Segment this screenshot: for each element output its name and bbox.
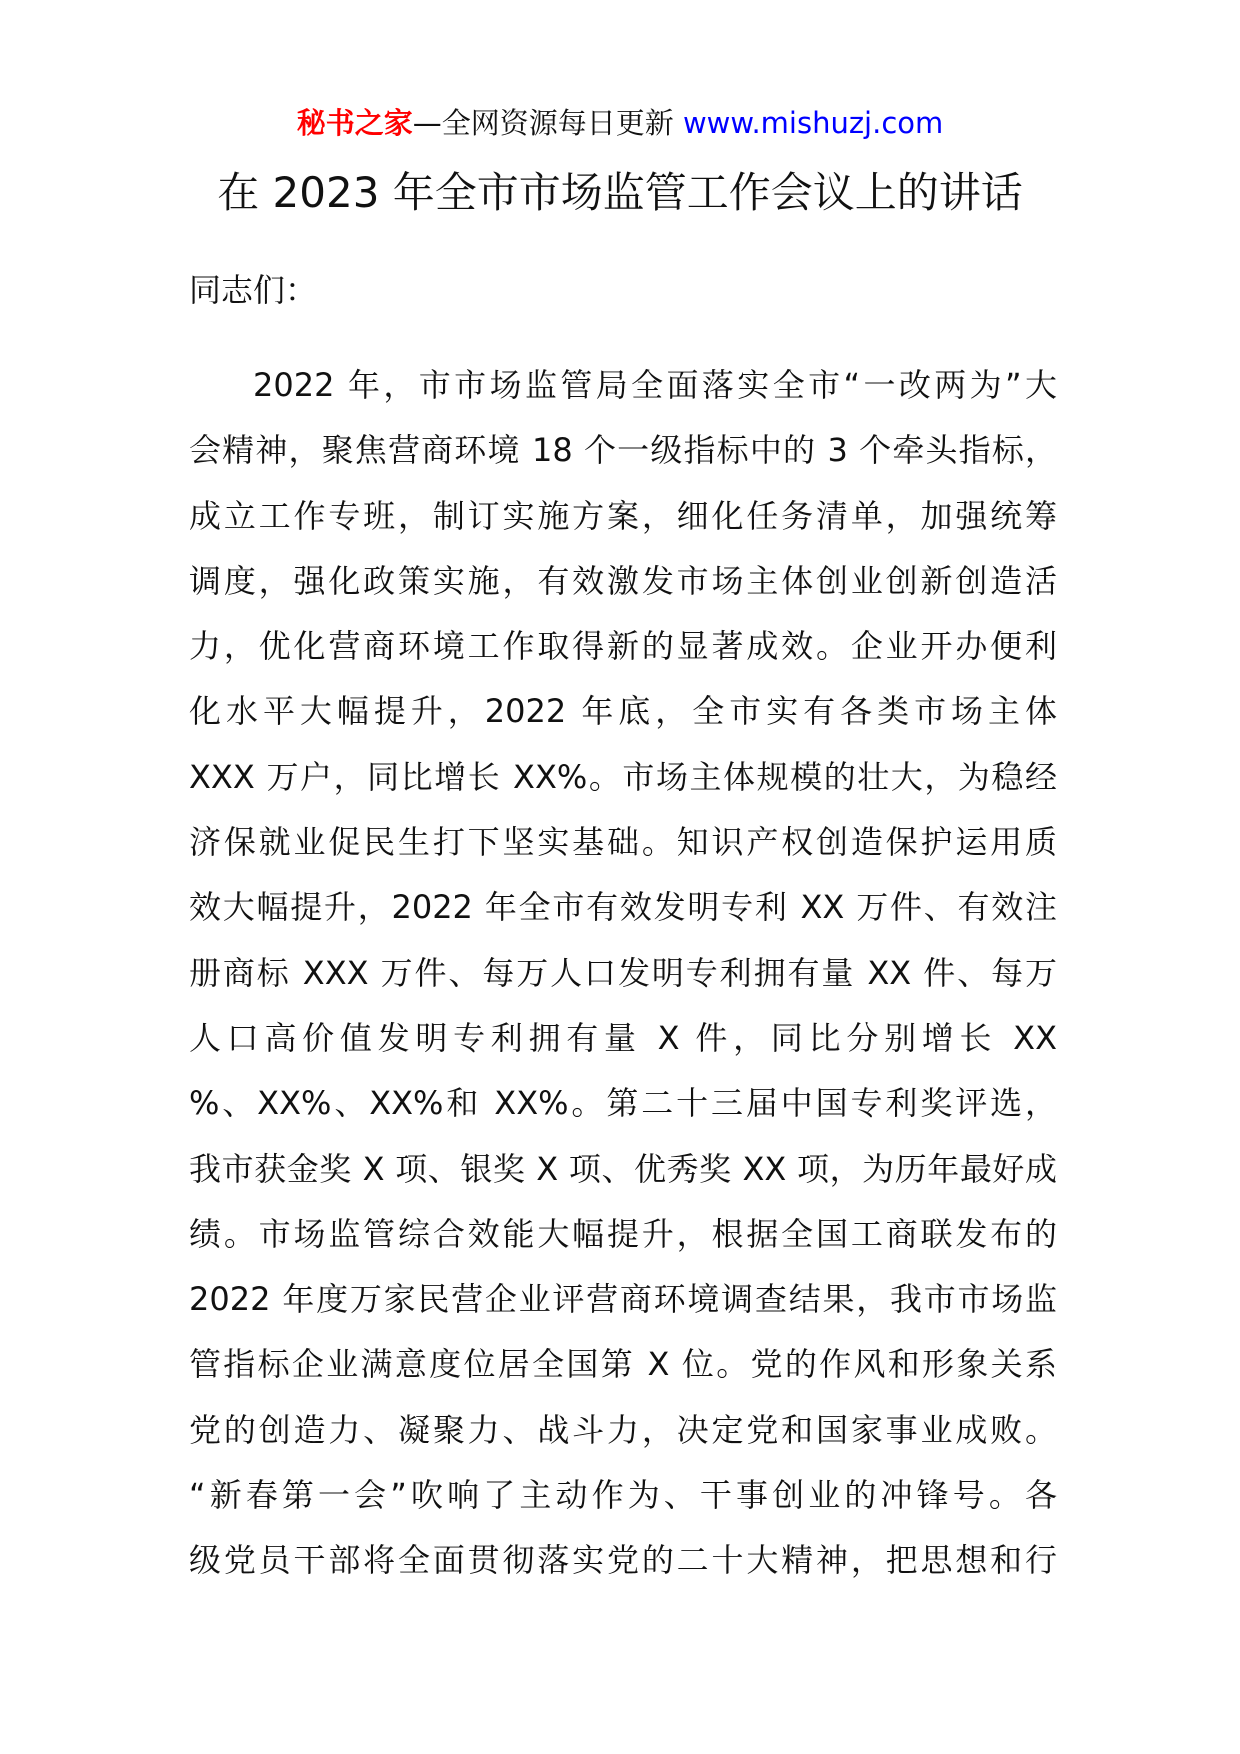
site-header — [0, 104, 1240, 142]
body-line: “新春第一会”吹响了主动作为、干事创业的冲锋号。各 — [189, 1476, 1057, 1515]
body-line: 册商标 XXX 万件、每万人口发明专利拥有量 XX 件、每万 — [189, 953, 1057, 992]
body-line: 管指标企业满意度位居全国第 X 位。党的作风和形象关系 — [189, 1345, 1057, 1384]
salutation: 同志们： — [189, 271, 318, 309]
site-brand: 秘书之家 — [296, 106, 413, 140]
body-line: 力，优化营商环境工作取得新的显著成效。企业开办便利 — [189, 627, 1057, 666]
body-line: 我市获金奖 X 项、银奖 X 项、优秀奖 XX 项，为历年最好成 — [189, 1149, 1057, 1188]
body-line: 成立工作专班，制订实施方案，细化任务清单，加强统筹 — [189, 496, 1057, 535]
body-line: 2022 年度万家民营企业评营商环境调查结果，我市市场监 — [189, 1280, 1057, 1319]
site-url-link[interactable]: www.mishuzj.com — [682, 106, 944, 140]
site-slogan: —全网资源每日更新 — [412, 106, 683, 140]
body-paragraph — [189, 353, 1057, 1594]
body-line: 人口高价值发明专利拥有量 X 件，同比分别增长 XX — [189, 1018, 1057, 1057]
body-line: 党的创造力、凝聚力、战斗力，决定党和国家事业成败。 — [189, 1410, 1057, 1449]
body-line: 2022 年，市市场监管局全面落实全市“一改两为”大 — [253, 366, 1057, 404]
document-title: 在 2023 年全市市场监管工作会议上的讲话 — [217, 168, 1023, 217]
body-line: 绩。市场监管综合效能大幅提升，根据全国工商联发布的 — [189, 1214, 1057, 1253]
body-line: 效大幅提升，2022 年全市有效发明专利 XX 万件、有效注 — [189, 888, 1057, 927]
body-line: 会精神，聚焦营商环境 18 个一级指标中的 3 个牵头指标， — [189, 431, 1057, 470]
body-line: 济保就业促民生打下坚实基础。知识产权创造保护运用质 — [189, 823, 1057, 862]
body-line: 级党员干部将全面贯彻落实党的二十大精神，把思想和行 — [189, 1541, 1057, 1580]
body-line: 化水平大幅提升，2022 年底，全市实有各类市场主体 — [189, 692, 1057, 731]
body-line: 调度，强化政策实施，有效激发市场主体创业创新创造活 — [189, 561, 1057, 600]
body-line: XXX 万户，同比增长 XX%。市场主体规模的壮大，为稳经 — [189, 757, 1057, 796]
body-line: %、XX%、XX%和 XX%。第二十三届中国专利奖评选， — [189, 1084, 1057, 1123]
